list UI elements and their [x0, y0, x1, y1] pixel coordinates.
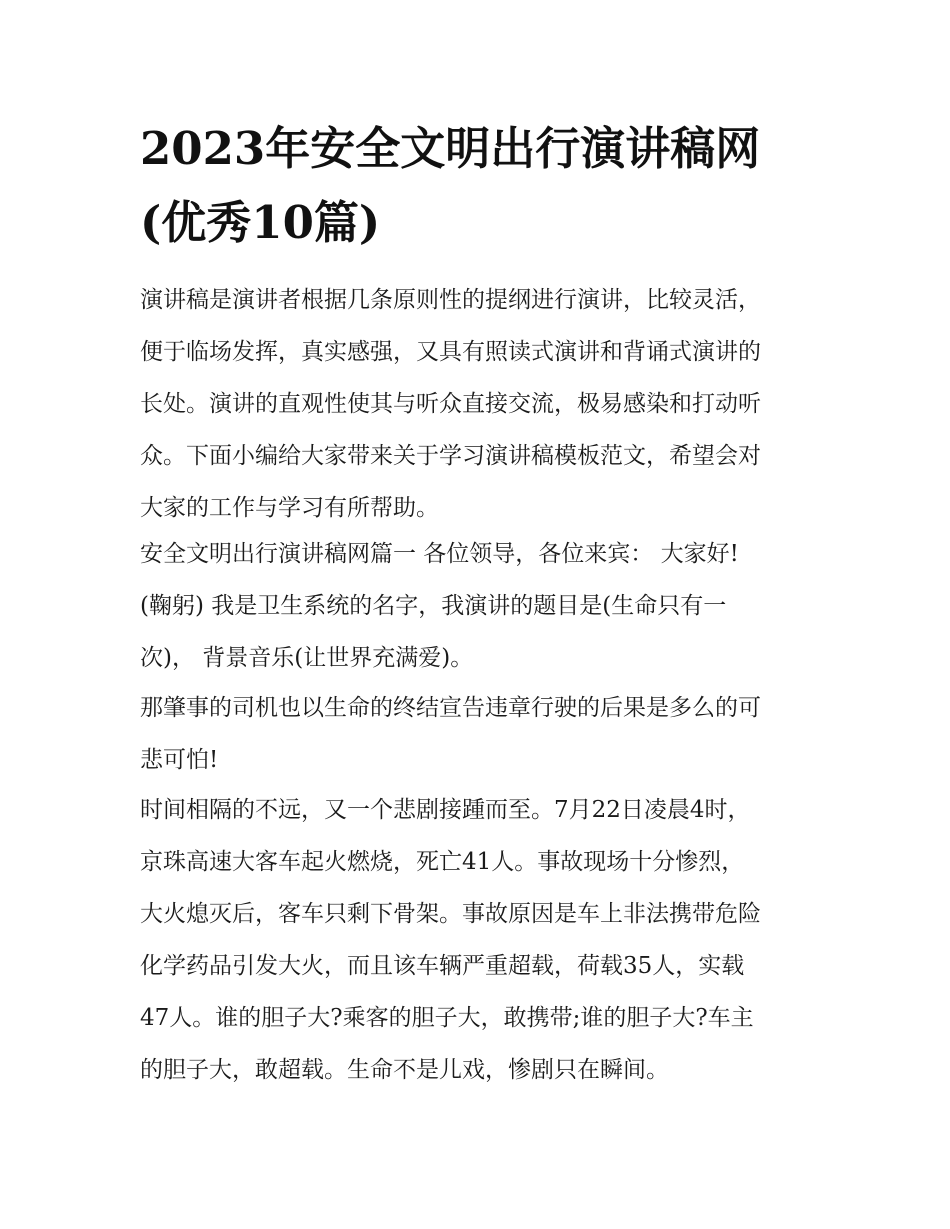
- text-line: (鞠躬) 我是卫生系统的名字，我演讲的题目是(生命只有一: [140, 593, 727, 619]
- driver-paragraph: [140, 682, 830, 786]
- text-line: 大火熄灭后，客车只剩下骨架。事故原因是车上非法携带危险: [140, 901, 761, 927]
- text-line: 演讲稿是演讲者根据几条原则性的提纲进行演讲，比较灵活，: [140, 287, 761, 313]
- section-one-paragraph: [140, 528, 830, 684]
- text-line: 时间相隔的不远，又一个悲剧接踵而至。7月22日凌晨4时，: [140, 797, 751, 823]
- intro-paragraph: [140, 274, 830, 534]
- accident-paragraph: [140, 784, 830, 1096]
- text-line: 的胆子大，敢超载。生命不是儿戏，惨剧只在瞬间。: [140, 1057, 669, 1083]
- text-line: 悲可怕!: [140, 747, 219, 773]
- text-line: 京珠高速大客车起火燃烧，死亡41人。事故现场十分惨烈，: [140, 849, 745, 875]
- text-line: 那肇事的司机也以生命的终结宣告违章行驶的后果是多么的可: [140, 695, 761, 721]
- title-line: 2023年安全文明出行演讲稿网: [140, 122, 761, 175]
- text-line: 47人。谁的胆子大?乘客的胆子大，敢携带;谁的胆子大?车主: [140, 1005, 754, 1031]
- title-line: (优秀10篇): [140, 196, 381, 249]
- text-line: 众。下面小编给大家带来关于学习演讲稿模板范文，希望会对: [140, 443, 761, 469]
- text-line: 大家的工作与学习有所帮助。: [140, 495, 439, 521]
- text-line: 次)， 背景音乐(让世界充满爱)。: [140, 645, 474, 671]
- text-line: 安全文明出行演讲稿网篇一 各位领导，各位来宾： 大家好!: [140, 541, 739, 567]
- text-line: 便于临场发挥，真实感强，又具有照读式演讲和背诵式演讲的: [140, 339, 761, 365]
- text-line: 长处。演讲的直观性使其与听众直接交流，极易感染和打动听: [140, 391, 761, 417]
- document-title: [140, 112, 820, 260]
- text-line: 化学药品引发大火，而且该车辆严重超载，荷载35人，实载: [140, 953, 745, 979]
